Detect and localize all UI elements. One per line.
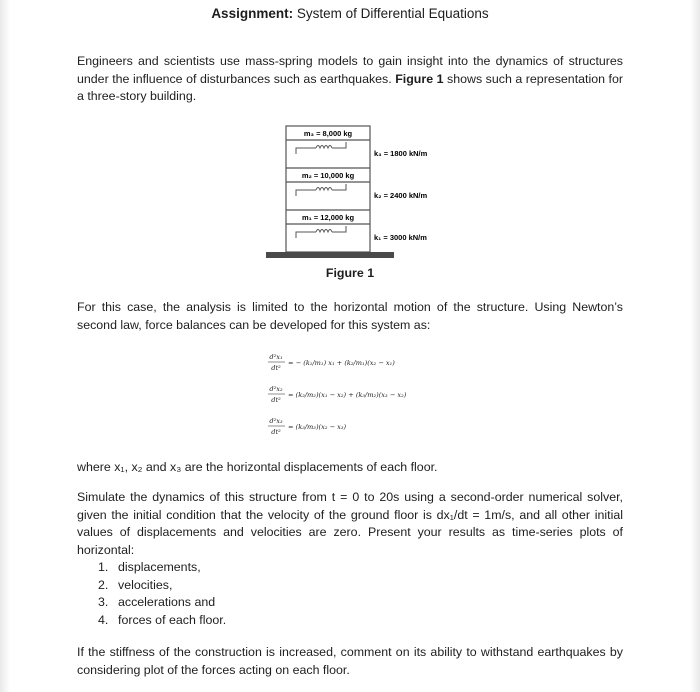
title-prefix: Assignment:	[211, 6, 294, 21]
analysis-paragraph: For this case, the analysis is limited to the horizontal motion of the structure. Using Newton’s second law, force balances can be developed for this system as:	[77, 300, 623, 332]
eq3-lhs-denominator: dt²	[271, 428, 281, 436]
intro-figure-ref: Figure 1	[395, 71, 444, 86]
mass-label-1: m₁ = 12,000 kg	[301, 213, 355, 222]
eq3-rhs: = (k₃/m₃)(x₂ − x₃)	[288, 423, 347, 431]
list-item-label: forces of each floor.	[118, 612, 227, 627]
eq2-lhs-denominator: dt²	[271, 396, 281, 404]
plot-list	[98, 559, 226, 629]
intro-paragraph	[77, 53, 623, 106]
figure-caption: Figure 1	[325, 266, 375, 280]
list-item-label: velocities,	[118, 577, 173, 592]
building-figure	[262, 122, 462, 262]
equations-block	[268, 349, 448, 449]
title-rest: System of Differential Equations	[293, 6, 489, 21]
eq2-rhs: = (k₂/m₂)(x₁ − x₂) + (k₃/m₂)(x₃ − x₂)	[288, 391, 407, 399]
equation-3	[268, 417, 347, 436]
list-item	[98, 577, 226, 595]
intro-text-after: shows such a representation for a three-story building.	[77, 71, 623, 103]
list-item-label: accelerations and	[118, 595, 216, 609]
list-item-number: 2.	[98, 577, 109, 592]
spring-label-3: k₃ = 1800 kN/m	[374, 149, 428, 158]
closing-paragraph: If the stiffness of the construction is increased, comment on its ability to withstand earthquakes by considering plot of the forces acting on each floor.	[77, 645, 623, 677]
spring-label-1: k₁ = 3000 kN/m	[374, 233, 427, 242]
where-paragraph: where x₁, x₂ and x₃ are the horizontal displacements of each floor.	[77, 460, 438, 474]
ground-slab	[266, 252, 394, 258]
list-item-number: 3.	[98, 595, 109, 609]
list-item	[98, 559, 226, 577]
page-edge-left	[0, 0, 10, 692]
list-item-number: 1.	[98, 560, 109, 574]
list-item	[98, 594, 226, 612]
page-title	[0, 6, 700, 21]
eq1-lhs-denominator: dt²	[271, 364, 281, 372]
spring-2-icon	[296, 184, 346, 196]
spring-label-2: k₂ = 2400 kN/m	[374, 191, 428, 200]
eq3-lhs-numerator: d²x₃	[269, 417, 283, 425]
intro-text-before: Engineers and scientists use mass-spring models to gain insight into the dynamics of structures under the influence of disturbances such as earthquakes.	[77, 54, 623, 86]
list-item-number: 4.	[98, 612, 109, 627]
mass-label-3: m₃ = 8,000 kg	[303, 129, 353, 138]
mass-label-2: m₂ = 10,000 kg	[301, 171, 355, 180]
page-edge-right	[690, 0, 700, 692]
eq1-rhs: = − (k₁/m₁) x₁ + (k₂/m₁)(x₂ − x₁)	[288, 359, 395, 367]
list-item-label: displacements,	[118, 560, 201, 574]
equation-2	[268, 385, 407, 404]
spring-3-icon	[296, 142, 346, 154]
eq1-lhs-numerator: d²x₁	[269, 353, 283, 361]
eq2-lhs-numerator: d²x₂	[269, 385, 283, 393]
list-item	[98, 612, 226, 630]
equation-1	[268, 353, 395, 372]
spring-1-icon	[296, 226, 346, 238]
simulate-paragraph: Simulate the dynamics of this structure from t = 0 to 20s using a second-order numerical solver, given the initial condition that the velocity of the ground floor is dx₁/dt = 1m/s, and all other initial values of displacements and velocities are zero. Present your results as time-series plots of horizontal:	[77, 490, 623, 557]
